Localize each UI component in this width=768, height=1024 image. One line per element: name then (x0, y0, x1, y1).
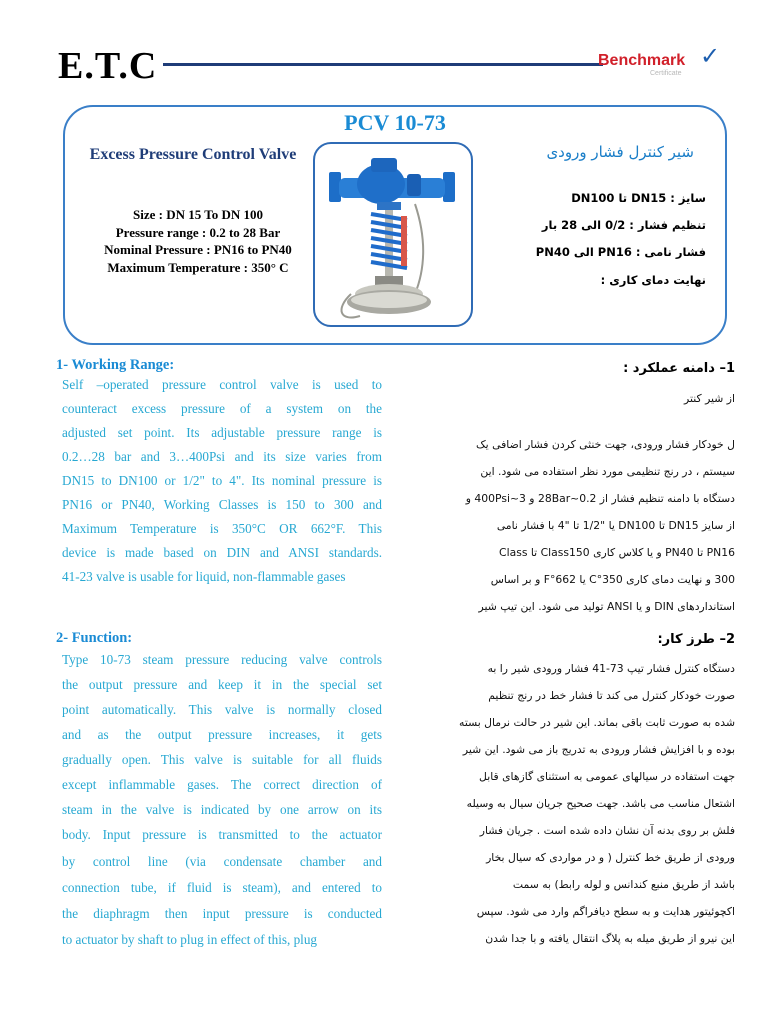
paragraph-line: the diaphragm then input pressure is conducted (62, 906, 382, 921)
paragraph-line: 0.2…28 bar and 3…400Psi and its size varies from (62, 449, 382, 464)
paragraph-line-fa: 300 و نهایت دمای کاری 350°C یا 662°F و بر اساس (490, 573, 735, 586)
paragraph-line: steam in the valve is indicated by one arrow on its (62, 802, 382, 817)
paragraph-line: by control line (via condensate chamber and (62, 854, 382, 869)
paragraph-line-fa: شده به صورت ثابت باقی بماند. این شیر در حالت نرمال بسته (459, 716, 735, 729)
section-function-heading-fa: 2– طرز کار: (657, 632, 735, 647)
paragraph-line: adjusted set point. Its adjustable pressure range is (62, 425, 382, 440)
spec-max-temp-en: Maximum Temperature : 350° C (107, 260, 289, 275)
paragraph-line-fa: این نیرو از طریق میله به پلاگ انتقال یافته و با جدا شدن (485, 932, 735, 945)
paragraph-line: to actuator by shaft to plug in effect of this, plug (62, 932, 318, 947)
benchmark-logo-subtitle: Certificate (650, 70, 682, 77)
checkmark-icon: ✓ (700, 42, 721, 70)
paragraph-line: the output pressure and keep it in the special set (62, 677, 382, 692)
paragraph-line-fa: اشتعال مناسب می باشد. جهت صحیح جریان سیال به وسیله (466, 797, 735, 810)
paragraph-line-fa: PN16 تا PN40 و یا کلاس کاری Class150 تا Class (499, 546, 735, 559)
spec-size-en: Size : DN 15 To DN 100 (132, 207, 263, 222)
paragraph-line-fa: ورودی از طریق خط کنترل ( و در مواردی که سیال بخار (486, 851, 735, 864)
paragraph-line: counteract excess pressure of a system on the (62, 401, 382, 416)
spec-size-fa: سایز : DN15 تا DN100 (571, 191, 706, 205)
paragraph-line: except inflammable gases. The correct direction of (62, 777, 382, 792)
paragraph-line-fa: فلش بر روی بدنه آن نشان داده شده است . جریان فشار (479, 824, 735, 837)
paragraph-line-fa: صورت خودکار کنترل می کند تا فشار خط در رنج تنظیم (488, 689, 735, 702)
paragraph-line-fa: باشد از طریق منبع کندانس و لوله رابط) به سمت (512, 878, 735, 891)
product-model-title: PCV 10-73 (344, 110, 446, 135)
paragraph-line: Type 10-73 steam pressure reducing valve controls (62, 652, 382, 667)
paragraph-line: Self –operated pressure control valve is used to (62, 377, 382, 392)
spec-nominal-pressure-fa: فشار نامی : PN16 الی PN40 (535, 245, 706, 259)
paragraph-line-fa: استانداردهای DIN و یا ANSI تولید می شود. این تیپ شیر (478, 600, 735, 613)
product-title-en: Excess Pressure Control Valve (89, 146, 297, 163)
paragraph-line: DN15 to DN100 or 1/2" to 4". Its nominal pressure is (62, 473, 382, 488)
spec-nominal-pressure-en: Nominal Pressure : PN16 to PN40 (104, 242, 292, 257)
spec-pressure-range-en: Pressure range : 0.2 to 28 Bar (115, 225, 281, 240)
paragraph-line: connection tube, if fluid is steam), and entered to (62, 880, 382, 895)
product-title-fa: شیر کنترل فشار ورودی (546, 143, 694, 161)
valve-photo-frame (313, 142, 473, 327)
paragraph-line: device is made based on DIN and ANSI standards. (62, 545, 382, 560)
paragraph-line: 41-23 valve is usable for liquid, non-flammable gases (62, 569, 346, 584)
paragraph-line-fa: بوده و با افزایش فشار ورودی به تدریج باز می شود. این شیر (462, 743, 735, 756)
paragraph-line-fa: سیستم ، در رنج تنظیمی مورد نظر استفاده می شود. این (480, 465, 735, 478)
paragraph-line-fa: از سایز DN15 تا DN100 یا "1/2 تا "4 با فشار نامی (496, 519, 735, 532)
paragraph-line-fa: اکچوئیتور هدایت و به سطح دیافراگم وارد می شود. سپس (476, 905, 735, 918)
paragraph-line-fa: از شیر کنتر (684, 392, 735, 405)
benchmark-logo: Benchmark (598, 52, 686, 69)
paragraph-line: and as the output pressure increases, it gets (62, 727, 382, 742)
spec-max-temp-fa: نهایت دمای کاری : (600, 273, 706, 287)
paragraph-line: Maximum Temperature is 350°C OR 662°F. This (62, 521, 382, 536)
paragraph-line-fa: ل خودکار فشار ورودی، جهت خنثی کردن فشار اضافی یک (476, 438, 735, 451)
section-working-range-heading-fa: 1– دامنه عملکرد : (623, 361, 735, 376)
etc-logo: E.T.C (58, 45, 158, 87)
section-function-heading-en: 2- Function: (56, 630, 133, 646)
paragraph-line-fa: جهت استفاده در سیالهای عمومی به استثنای گازهای قابل (479, 770, 735, 783)
paragraph-line-fa: دستگاه کنترل فشار تیپ 73-41 فشار ورودی شیر را به (487, 662, 735, 675)
paragraph-line: gradually open. This valve is suitable for all fluids (62, 752, 382, 767)
paragraph-line-fa: دستگاه با دامنه تنظیم فشار از 0.2~28Bar و 3~400Psi و (465, 492, 735, 505)
paragraph-line: PN16 or PN40, Working Classes is 150 to 300 and (62, 497, 382, 512)
section-working-range-heading-en: 1- Working Range: (56, 357, 175, 373)
paragraph-line: point automatically. This valve is normally closed (62, 702, 382, 717)
paragraph-line: body. Input pressure is transmitted to the actuator (62, 827, 382, 842)
valve-image (315, 144, 473, 327)
header-divider (163, 63, 603, 66)
spec-pressure-range-fa: تنظیم فشار : 0/2 الی 28 بار (541, 218, 706, 232)
